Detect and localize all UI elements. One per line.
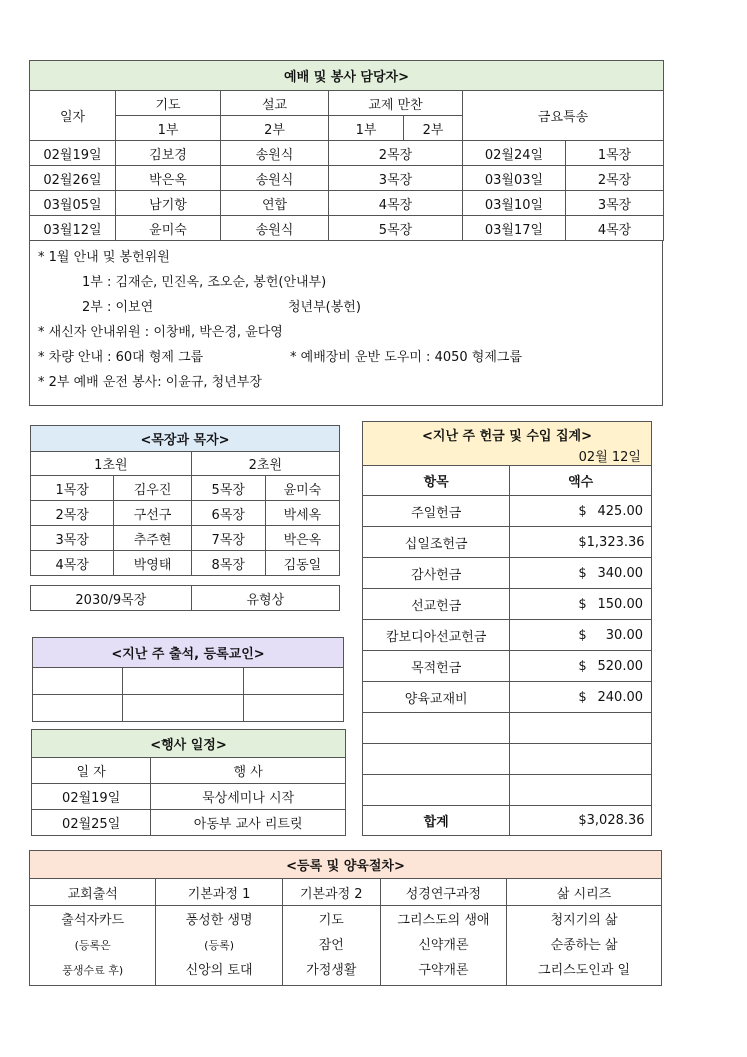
mokjang-section <box>30 425 340 576</box>
extra-label: 2030/9목장 <box>31 586 192 611</box>
course-line: 그리스도의 생애 <box>397 913 490 928</box>
table-row <box>363 527 652 558</box>
mokja-name: 김우진 <box>114 476 191 501</box>
row-choir: 4목장 <box>329 191 463 216</box>
amount-value: 425.00 <box>597 503 643 519</box>
table-row <box>363 651 652 682</box>
amount-value: 30.00 <box>605 627 643 643</box>
offering-item: 캄보디아선교헌금 <box>363 620 510 651</box>
col-event-date: 일 자 <box>32 758 151 784</box>
attendance-cell <box>123 695 244 722</box>
table-row <box>31 476 340 501</box>
training-cell <box>380 906 506 986</box>
amount-value: 240.00 <box>597 689 643 705</box>
extra-name: 유형상 <box>191 586 339 611</box>
attendance-cell <box>244 668 344 695</box>
attendance-cell <box>244 695 344 722</box>
row-sermon: 연합 <box>221 191 329 216</box>
col-attendance: 교회출석 <box>30 879 156 906</box>
course-line: 신약개론 <box>418 938 469 953</box>
attendance-table <box>32 637 344 722</box>
offering-amount <box>510 682 652 713</box>
col-chowon-2: 2초원 <box>191 452 339 476</box>
mokja-name: 박세옥 <box>265 501 339 526</box>
col-choir: 교제 만찬 <box>329 91 463 116</box>
currency-symbol: $ <box>578 689 587 705</box>
currency-symbol: $ <box>578 813 587 828</box>
course-line: 잠언 <box>318 938 344 953</box>
offering-item: 목적헌금 <box>363 651 510 682</box>
row-friday-team: 4목장 <box>566 216 664 241</box>
offering-item: 십일조헌금 <box>363 527 510 558</box>
col-choir-1: 1부 <box>329 116 404 141</box>
mokjang-name: 4목장 <box>31 551 114 576</box>
mokja-name: 추주현 <box>114 526 191 551</box>
offering-item: 주일헌금 <box>363 496 510 527</box>
training-cell <box>30 906 156 986</box>
table-row <box>363 589 652 620</box>
training-table <box>29 850 662 986</box>
mokjang-name: 7목장 <box>191 526 265 551</box>
row-prayer: 남기항 <box>116 191 221 216</box>
note-line <box>38 295 654 320</box>
currency-symbol: $ <box>578 596 587 612</box>
row-friday-date: 03월10일 <box>463 191 566 216</box>
note-line: 1부 : 김재순, 민진옥, 조오순, 봉헌(안내부) <box>82 275 327 290</box>
offering-item: 선교헌금 <box>363 589 510 620</box>
row-sermon: 송원식 <box>221 141 329 166</box>
row-friday-team: 3목장 <box>566 191 664 216</box>
worship-table <box>29 60 664 241</box>
total-amount <box>510 806 652 836</box>
table-row <box>30 191 664 216</box>
empty-cell <box>363 744 510 775</box>
course-line: 구약개론 <box>418 963 469 978</box>
mokja-name: 윤미숙 <box>265 476 339 501</box>
training-section <box>29 850 662 986</box>
offering-amount <box>510 651 652 682</box>
row-date: 02월26일 <box>30 166 116 191</box>
note-2bu: 2부 : 이보연 <box>82 300 154 315</box>
col-friday: 금요특송 <box>463 91 664 141</box>
col-date: 일자 <box>30 91 116 141</box>
offering-amount <box>510 527 652 558</box>
table-row <box>363 682 652 713</box>
mokjang-name: 1목장 <box>31 476 114 501</box>
note-equipment: * 예배장비 운반 도우미 : 4050 형제그룹 <box>290 350 523 365</box>
amount-value: 1,323.36 <box>586 534 645 550</box>
offering-item: 감사헌금 <box>363 558 510 589</box>
currency-symbol: $ <box>578 534 587 550</box>
col-bible-study: 성경연구과정 <box>380 879 506 906</box>
col-basic-1: 기본과정 1 <box>156 879 282 906</box>
events-table <box>31 729 346 836</box>
amount-value: 150.00 <box>597 596 643 612</box>
course-line: 출석자카드 <box>61 913 125 928</box>
mokja-name: 김동일 <box>265 551 339 576</box>
offering-item: 양육교재비 <box>363 682 510 713</box>
mokja-name: 구선구 <box>114 501 191 526</box>
note-line: * 새신자 안내위원 : 이창배, 박은경, 윤다영 <box>38 325 283 340</box>
row-friday-team: 2목장 <box>566 166 664 191</box>
note-youth: 청년부(봉헌) <box>288 300 361 315</box>
course-line: (등록) <box>204 939 234 952</box>
row-friday-date: 03월17일 <box>463 216 566 241</box>
training-cell <box>282 906 380 986</box>
attendance-cell <box>123 668 244 695</box>
training-cell <box>507 906 662 986</box>
col-sermon: 설교 <box>221 91 329 116</box>
currency-symbol: $ <box>578 627 587 643</box>
mokjang-name: 8목장 <box>191 551 265 576</box>
row-date: 02월19일 <box>30 141 116 166</box>
course-line: (등록은 <box>74 939 111 952</box>
empty-cell <box>363 713 510 744</box>
mokja-name: 박영태 <box>114 551 191 576</box>
attendance-title: <지난 주 출석, 등록교인> <box>33 638 344 668</box>
currency-symbol: $ <box>578 658 587 674</box>
worship-notes <box>29 241 663 406</box>
row-choir: 5목장 <box>329 216 463 241</box>
mokjang-name: 3목장 <box>31 526 114 551</box>
worship-section <box>29 60 663 406</box>
offering-amount <box>510 496 652 527</box>
col-event-name: 행 사 <box>151 758 346 784</box>
course-line: 청지기의 삶 <box>550 913 618 928</box>
row-choir: 2목장 <box>329 141 463 166</box>
note-line: * 1월 안내 및 봉헌위원 <box>38 250 170 265</box>
col-sermon-sub: 2부 <box>221 116 329 141</box>
total-row <box>363 806 652 836</box>
col-amount: 액수 <box>510 466 652 496</box>
offering-amount <box>510 589 652 620</box>
empty-cell <box>363 775 510 806</box>
offering-amount <box>510 558 652 589</box>
course-line: 풍성한 생명 <box>185 913 253 928</box>
training-cell <box>156 906 282 986</box>
table-row <box>363 558 652 589</box>
course-line: 그리스도인과 일 <box>538 963 631 978</box>
mokjang-extra-table <box>30 585 340 611</box>
amount-value: 520.00 <box>597 658 643 674</box>
row-prayer: 김보경 <box>116 141 221 166</box>
event-date: 02월25일 <box>32 810 151 836</box>
table-row <box>31 526 340 551</box>
table-row <box>32 784 346 810</box>
table-row <box>31 501 340 526</box>
course-line: 신앙의 토대 <box>185 963 253 978</box>
empty-cell <box>510 744 652 775</box>
row-friday-team: 1목장 <box>566 141 664 166</box>
attendance-cell <box>33 695 123 722</box>
attendance-section <box>32 637 344 722</box>
row-date: 03월05일 <box>30 191 116 216</box>
attendance-cell <box>33 668 123 695</box>
table-row <box>32 810 346 836</box>
col-prayer-sub: 1부 <box>116 116 221 141</box>
note-line: * 2부 예배 운전 봉사: 이윤규, 청년부장 <box>38 375 262 390</box>
offering-table <box>362 421 652 836</box>
mokja-name: 박은옥 <box>265 526 339 551</box>
course-line: 풍생수료 후) <box>62 964 124 977</box>
event-name: 묵상세미나 시작 <box>151 784 346 810</box>
table-row <box>363 496 652 527</box>
course-line: 기도 <box>318 913 344 928</box>
row-choir: 3목장 <box>329 166 463 191</box>
row-friday-date: 03월03일 <box>463 166 566 191</box>
course-line: 가정생활 <box>306 963 357 978</box>
course-line: 순종하는 삶 <box>550 938 618 953</box>
col-item: 항목 <box>363 466 510 496</box>
col-prayer: 기도 <box>116 91 221 116</box>
offering-title: <지난 주 헌금 및 수입 집계> <box>422 429 592 444</box>
col-choir-2: 2부 <box>404 116 463 141</box>
note-vehicle: * 차량 안내 : 60대 형제 그룹 <box>38 350 204 365</box>
mokjang-name: 6목장 <box>191 501 265 526</box>
mokjang-name: 2목장 <box>31 501 114 526</box>
total-value: 3,028.36 <box>586 813 645 828</box>
offering-date: 02월 12일 <box>578 450 641 465</box>
table-row <box>363 620 652 651</box>
table-row <box>31 551 340 576</box>
row-sermon: 송원식 <box>221 216 329 241</box>
table-row <box>30 216 664 241</box>
offering-amount <box>510 620 652 651</box>
col-life-series: 삶 시리즈 <box>507 879 662 906</box>
table-row <box>30 166 664 191</box>
row-prayer: 윤미숙 <box>116 216 221 241</box>
col-chowon-1: 1초원 <box>31 452 192 476</box>
mokjang-title: <목장과 목자> <box>31 426 340 452</box>
amount-value: 340.00 <box>597 565 643 581</box>
table-row <box>30 141 664 166</box>
training-title: <등록 및 양육절차> <box>30 851 662 879</box>
empty-cell <box>510 713 652 744</box>
mokjang-name: 5목장 <box>191 476 265 501</box>
row-friday-date: 02월24일 <box>463 141 566 166</box>
currency-symbol: $ <box>578 503 587 519</box>
row-sermon: 송원식 <box>221 166 329 191</box>
offering-section <box>362 421 652 836</box>
offering-header <box>363 422 652 466</box>
worship-title: 예배 및 봉사 담당자> <box>30 61 664 91</box>
empty-cell <box>510 775 652 806</box>
note-line <box>38 345 654 370</box>
currency-symbol: $ <box>578 565 587 581</box>
row-prayer: 박은옥 <box>116 166 221 191</box>
events-section <box>31 729 346 836</box>
col-basic-2: 기본과정 2 <box>282 879 380 906</box>
total-label: 합계 <box>363 806 510 836</box>
event-name: 아동부 교사 리트릿 <box>151 810 346 836</box>
events-title: <행사 일정> <box>32 730 346 758</box>
event-date: 02월19일 <box>32 784 151 810</box>
mokjang-table <box>30 425 340 576</box>
mokjang-extra <box>30 585 340 611</box>
row-date: 03월12일 <box>30 216 116 241</box>
